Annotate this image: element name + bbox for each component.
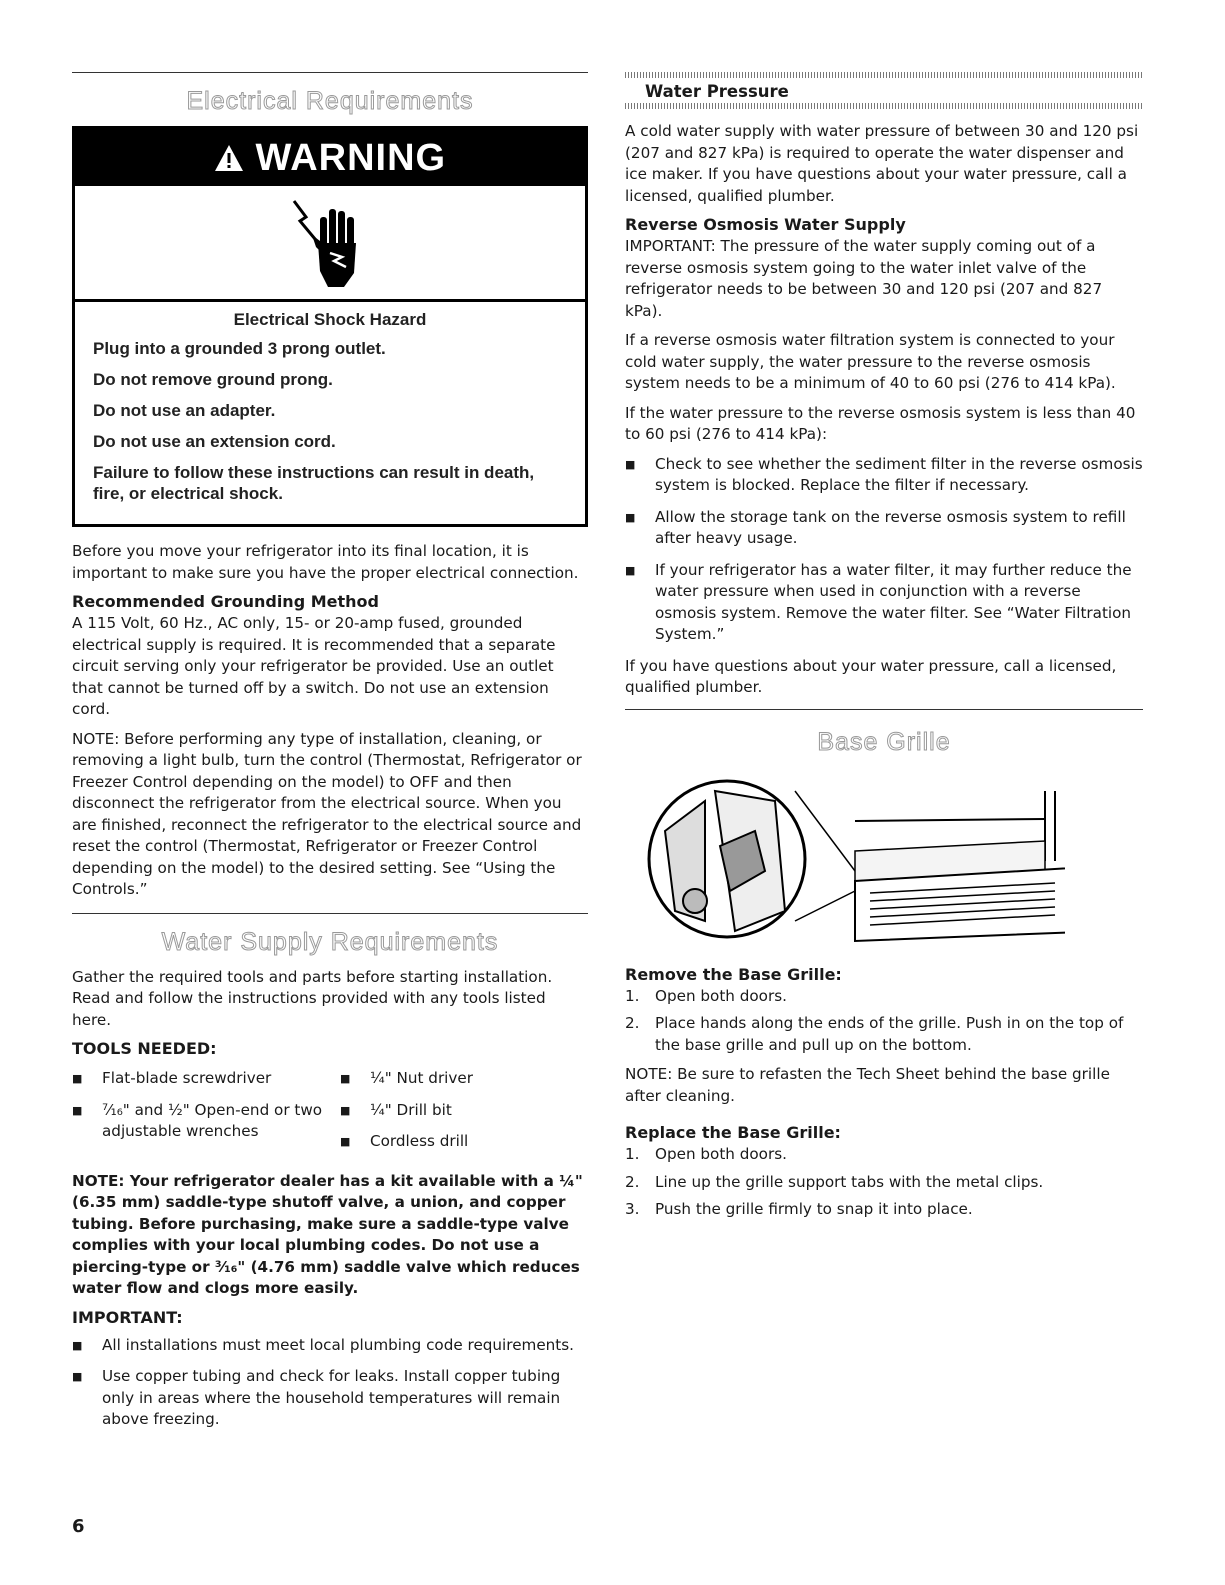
warning-line: Do not remove ground prong. <box>93 370 333 389</box>
water-supply-intro: Gather the required tools and parts before starting installation. Read and follow the instructions provided with any tools listed here. <box>72 967 553 1029</box>
list-item: ■ Use copper tubing and check for leaks. Install copper tubing only in areas where the household temperatures will remain above freezing. <box>72 1366 588 1431</box>
ro-paragraph: If the water pressure to the reverse osmosis system is less than 40 to 60 psi (276 to 414 kPa): <box>625 403 1136 443</box>
electrical-note: NOTE: Before performing any type of installation, cleaning, or removing a light bulb, turn the control (Thermostat, Refrigerator or Freezer Control depending on the model) to OFF and then disconnect the refrigerator from the electrical source. When you are finished, reconnect the refrigerator to the electrical source and reset the control (Thermostat, Refrigerator or Freezer Control depending on the model) to the desired setting. See “Using the Controls.” <box>72 729 582 898</box>
water-pressure-title: Water Pressure <box>645 82 789 101</box>
tools-heading: TOOLS NEEDED: <box>72 1039 217 1058</box>
warning-line: Failure to follow these instructions can result in death, fire, or electrical shock. <box>93 463 535 503</box>
list-item: 2. Line up the grille support tabs with the metal clips. <box>625 1172 1044 1191</box>
list-item: ■ Flat-blade screwdriver <box>72 1068 340 1090</box>
warning-line: Do not use an adapter. <box>93 401 276 420</box>
tools-column-2 <box>340 1068 580 1163</box>
grounding-heading: Recommended Grounding Method <box>72 592 379 611</box>
water-pressure-text: A cold water supply with water pressure of between 30 and 120 psi (207 and 827 kPa) is required to operate the water dispenser and ice maker. If you have questions about your water pressure, call a licensed, qualified plumber. <box>625 122 1139 205</box>
grounding-text: A 115 Volt, 60 Hz., AC only, 15- or 20-amp fused, grounded electrical supply is required. It is recommended that a separate circuit serving only your refrigerator be provided. Use an outlet that cannot be turned off by a switch. Do not use an extension cord. <box>72 614 556 718</box>
left-column <box>72 72 588 1441</box>
list-item: ■ Check to see whether the sediment filter in the reverse osmosis system is blocked. Replace the filter if necessary. <box>625 454 1143 497</box>
base-grille-illustration <box>645 771 1143 949</box>
list-item: 3. Push the grille firmly to snap it into place. <box>625 1200 973 1218</box>
hatched-rule <box>625 103 1143 109</box>
right-column <box>625 72 1143 1229</box>
ro-paragraph: If a reverse osmosis water filtration system is connected to your cold water supply, the water pressure to the reverse osmosis system needs to be a minimum of 40 to 60 psi (276 to 414 kPa). <box>625 331 1116 392</box>
page-number: 6 <box>72 1516 85 1537</box>
warning-body <box>75 302 585 524</box>
list-item: 1. Open both doors. <box>625 1145 787 1163</box>
ro-heading: Reverse Osmosis Water Supply <box>625 215 906 234</box>
water-pressure-closing: If you have questions about your water pressure, call a licensed, qualified plumber. <box>625 656 1117 696</box>
replace-grille-heading: Replace the Base Grille: <box>625 1123 841 1142</box>
list-item: ■ If your refrigerator has a water filter, it may further reduce the water pressure when used in conjunction with a reverse osmosis system. Remove the water filter. See “Water Filtration System.” <box>625 560 1143 646</box>
water-supply-title: Water Supply Requirements <box>161 927 499 956</box>
hazard-title: Electrical Shock Hazard <box>233 310 427 329</box>
list-item: 1. Open both doors. <box>625 986 787 1005</box>
ro-important: IMPORTANT: The pressure of the water supply coming out of a reverse osmosis system going to the water inlet valve of the refrigerator needs to be between 30 and 120 psi (207 and 827 kPa). <box>625 237 1103 320</box>
list-item: ■ Allow the storage tank on the reverse osmosis system to refill after heavy usage. <box>625 507 1143 550</box>
shock-icon-row <box>75 186 585 302</box>
electrical-intro: Before you move your refrigerator into its final location, it is important to make sure you have the proper electrical connection. <box>72 542 579 582</box>
warning-header <box>75 129 585 186</box>
kit-note: NOTE: Your refrigerator dealer has a kit available with a ¼" (6.35 mm) saddle-type shutoff valve, a union, and copper tubing. Before purchasing, make sure a saddle-type valve complies with your local plumbing codes. Do not use a piercing-type or ³⁄₁₆" (4.76 mm) saddle valve which reduces water flow and clogs more easily. <box>72 1171 583 1297</box>
list-item: ■ ⁷⁄₁₆" and ½" Open-end or two adjustable wrenches <box>72 1100 340 1143</box>
ro-list <box>625 454 1143 646</box>
tools-column-1 <box>72 1068 340 1163</box>
warning-line: Do not use an extension cord. <box>93 432 336 451</box>
remove-grille-heading: Remove the Base Grille: <box>625 964 842 984</box>
warning-box <box>72 126 588 527</box>
important-heading: IMPORTANT: <box>72 1307 183 1327</box>
grille-note: NOTE: Be sure to refasten the Tech Sheet behind the base grille after cleaning. <box>625 1065 1110 1105</box>
section-divider <box>72 72 588 73</box>
hatched-rule <box>625 72 1143 78</box>
electrical-title: Electrical Requirements <box>186 87 474 115</box>
base-grille-title: Base Grille <box>817 727 951 756</box>
tools-list <box>72 1068 588 1171</box>
replace-steps <box>625 1144 1143 1221</box>
section-divider <box>625 709 1143 710</box>
section-divider <box>72 913 588 914</box>
electrical-shock-hand-icon <box>290 195 370 290</box>
warning-triangle-icon <box>214 137 256 179</box>
important-list <box>72 1335 588 1431</box>
list-item: ■ ¼" Drill bit <box>340 1100 580 1122</box>
warning-heading: WARNING <box>255 137 447 179</box>
list-item: ■ All installations must meet local plumbing code requirements. <box>72 1335 588 1357</box>
warning-line: Plug into a grounded 3 prong outlet. <box>93 339 386 358</box>
remove-steps <box>625 986 1143 1057</box>
list-item: ■ ¼" Nut driver <box>340 1068 580 1090</box>
list-item: 2. Place hands along the ends of the grille. Push in on the top of the base grille and pull up on the bottom. <box>625 1014 1124 1054</box>
list-item: ■ Cordless drill <box>340 1131 580 1153</box>
